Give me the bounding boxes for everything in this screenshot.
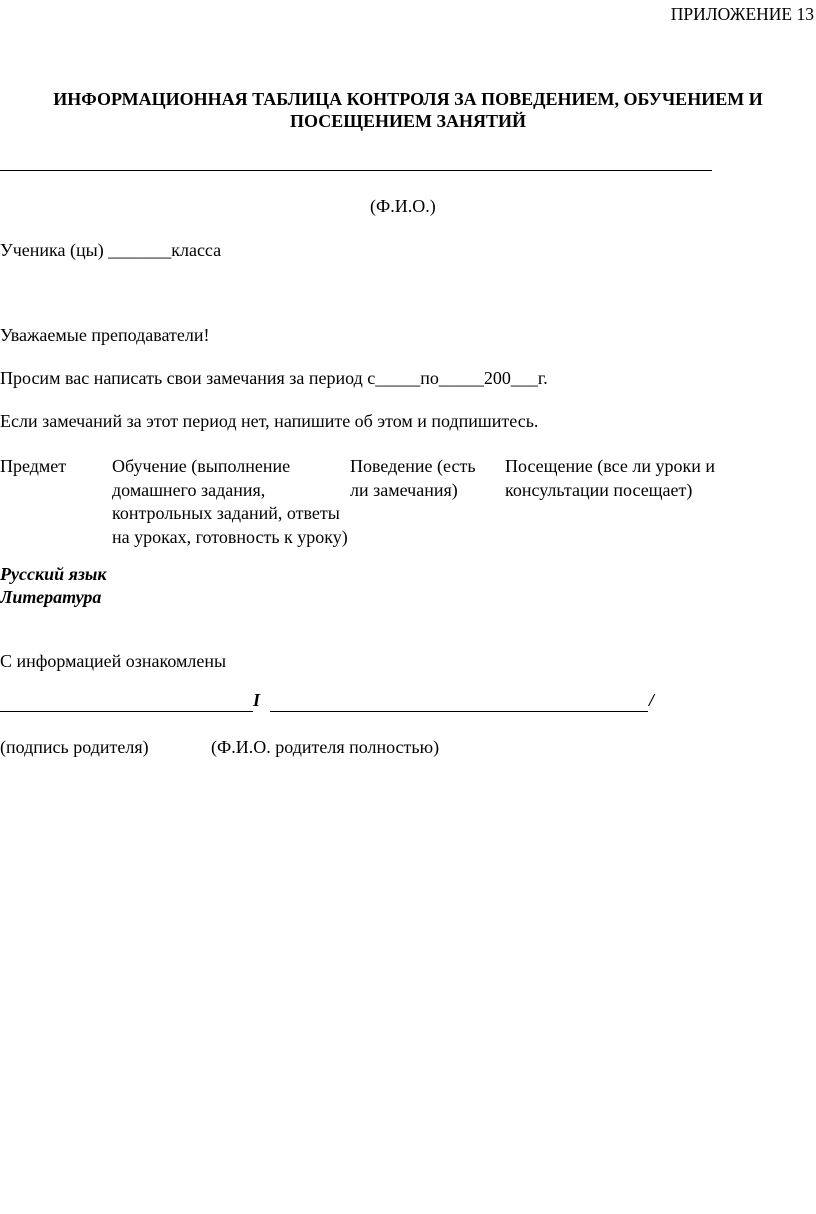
title-line-1: ИНФОРМАЦИОННАЯ ТАБЛИЦА КОНТРОЛЯ ЗА ПОВЕДЕНИЕМ, ОБУЧЕНИЕМ И — [53, 89, 763, 109]
column-behavior: Поведение (есть ли замечания) — [350, 456, 476, 500]
signature-line — [0, 690, 660, 714]
parent-name-caption: (Ф.И.О. родителя полностью) — [211, 737, 440, 757]
subject-row: Литература — [0, 587, 102, 607]
document-title — [0, 88, 816, 132]
column-subject: Предмет — [0, 456, 67, 476]
signature-end-mark: / — [649, 690, 655, 710]
column-attendance: Посещение (все ли уроки и консультации посещает) — [505, 456, 715, 500]
parent-name-blank — [270, 711, 648, 712]
parent-signature-caption: (подпись родителя) — [0, 737, 149, 757]
fio-caption: (Ф.И.О.) — [370, 196, 436, 216]
greeting: Уважаемые преподаватели! — [0, 325, 210, 345]
column-study: Обучение (выполнение домашнего задания, контрольных заданий, ответы на уроках, готовность к уроку) — [112, 456, 348, 547]
request-paragraph: Просим вас написать свои замечания за период с_____по_____200___г. — [0, 368, 548, 388]
student-class-line: Ученика (цы) _______класса — [0, 240, 222, 260]
parent-signature-blank — [0, 711, 253, 712]
student-name-line — [0, 170, 712, 171]
no-remarks-paragraph: Если замечаний за этот период нет, напишите об этом и подпишитесь. — [0, 411, 539, 431]
subject-row: Русский язык — [0, 564, 107, 584]
table-header — [0, 455, 816, 565]
signature-separator: I — [253, 690, 261, 710]
acknowledged-line: С информацией ознакомлены — [0, 651, 227, 671]
appendix-label: ПРИЛОЖЕНИЕ 13 — [670, 4, 814, 24]
title-line-2: ПОСЕЩЕНИЕМ ЗАНЯТИЙ — [289, 111, 526, 131]
